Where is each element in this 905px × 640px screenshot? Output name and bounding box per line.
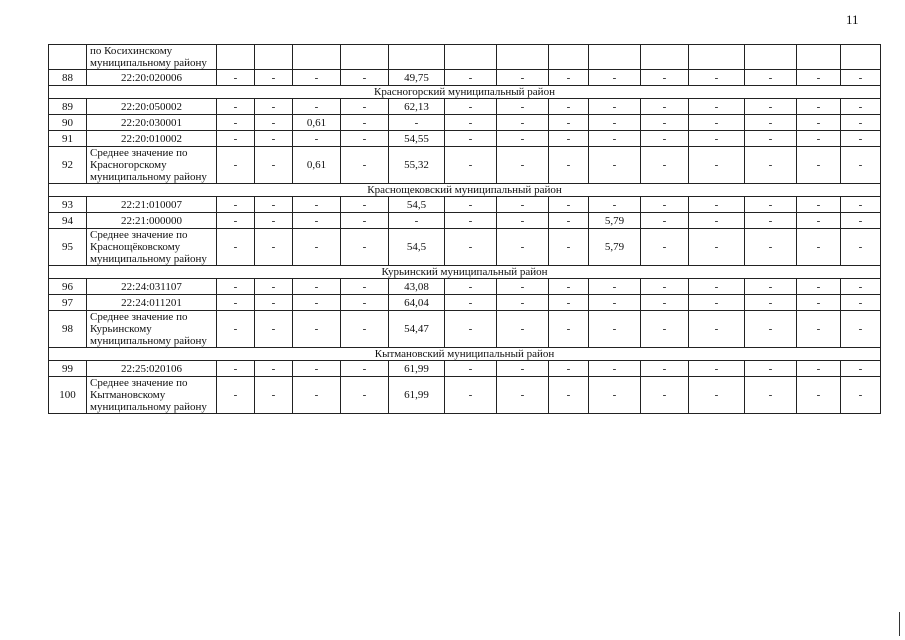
- value-cell: -: [689, 115, 745, 131]
- value-cell: -: [797, 99, 841, 115]
- value-cell: -: [445, 311, 497, 348]
- value-cell: -: [255, 279, 293, 295]
- row-number: 91: [49, 131, 87, 147]
- value-cell: -: [341, 295, 389, 311]
- value-cell: [745, 45, 797, 70]
- value-cell: -: [255, 70, 293, 86]
- value-cell: -: [589, 279, 641, 295]
- value-cell: -: [549, 377, 589, 414]
- value-cell: -: [497, 361, 549, 377]
- value-cell: -: [745, 229, 797, 266]
- value-cell: -: [797, 147, 841, 184]
- value-cell: -: [841, 295, 881, 311]
- value-cell: -: [217, 213, 255, 229]
- value-cell: -: [797, 197, 841, 213]
- table-row: [49, 279, 881, 295]
- value-cell: -: [841, 279, 881, 295]
- value-cell: -: [641, 361, 689, 377]
- value-cell: -: [255, 361, 293, 377]
- row-number: 98: [49, 311, 87, 348]
- value-cell: -: [445, 147, 497, 184]
- value-cell: -: [689, 229, 745, 266]
- value-cell: -: [797, 229, 841, 266]
- value-cell: -: [293, 70, 341, 86]
- value-cell: [217, 45, 255, 70]
- value-cell: -: [389, 115, 445, 131]
- value-cell: -: [445, 361, 497, 377]
- value-cell: -: [341, 99, 389, 115]
- value-cell: -: [293, 295, 341, 311]
- value-cell: -: [689, 131, 745, 147]
- value-cell: -: [497, 197, 549, 213]
- row-name: Среднее значение по Краснощёковскому муниципальному району: [87, 229, 217, 266]
- value-cell: -: [689, 197, 745, 213]
- value-cell: -: [689, 147, 745, 184]
- value-cell: -: [217, 311, 255, 348]
- table-row: [49, 295, 881, 311]
- value-cell: -: [497, 99, 549, 115]
- value-cell: -: [549, 361, 589, 377]
- value-cell: 62,13: [389, 99, 445, 115]
- value-cell: -: [797, 115, 841, 131]
- value-cell: -: [497, 115, 549, 131]
- row-number: 99: [49, 361, 87, 377]
- value-cell: -: [641, 295, 689, 311]
- value-cell: -: [549, 115, 589, 131]
- value-cell: [797, 45, 841, 70]
- table-row: [49, 197, 881, 213]
- value-cell: -: [341, 229, 389, 266]
- value-cell: -: [497, 311, 549, 348]
- value-cell: 54,47: [389, 311, 445, 348]
- value-cell: -: [217, 295, 255, 311]
- value-cell: -: [841, 377, 881, 414]
- table-row: [49, 311, 881, 348]
- value-cell: -: [341, 147, 389, 184]
- value-cell: -: [797, 213, 841, 229]
- value-cell: 54,55: [389, 131, 445, 147]
- value-cell: -: [589, 147, 641, 184]
- value-cell: -: [255, 295, 293, 311]
- value-cell: 61,99: [389, 361, 445, 377]
- value-cell: 0,61: [293, 115, 341, 131]
- value-cell: -: [217, 131, 255, 147]
- value-cell: -: [797, 295, 841, 311]
- value-cell: -: [445, 70, 497, 86]
- value-cell: -: [689, 377, 745, 414]
- value-cell: -: [589, 361, 641, 377]
- value-cell: -: [641, 70, 689, 86]
- value-cell: -: [549, 197, 589, 213]
- value-cell: -: [217, 229, 255, 266]
- value-cell: 5,79: [589, 213, 641, 229]
- value-cell: -: [745, 213, 797, 229]
- value-cell: -: [255, 197, 293, 213]
- value-cell: -: [293, 197, 341, 213]
- table-row: [49, 377, 881, 414]
- value-cell: -: [341, 197, 389, 213]
- value-cell: -: [549, 70, 589, 86]
- value-cell: -: [689, 70, 745, 86]
- value-cell: -: [689, 311, 745, 348]
- value-cell: -: [841, 147, 881, 184]
- value-cell: 43,08: [389, 279, 445, 295]
- value-cell: 55,32: [389, 147, 445, 184]
- value-cell: -: [217, 147, 255, 184]
- value-cell: -: [641, 115, 689, 131]
- value-cell: -: [689, 99, 745, 115]
- value-cell: -: [217, 197, 255, 213]
- row-name: 22:25:020106: [87, 361, 217, 377]
- page-number: 11: [846, 12, 859, 27]
- row-number: 93: [49, 197, 87, 213]
- value-cell: 54,5: [389, 197, 445, 213]
- section-title: Красногорский муниципальный район: [49, 86, 881, 99]
- value-cell: -: [255, 311, 293, 348]
- table-row: [49, 131, 881, 147]
- value-cell: -: [745, 147, 797, 184]
- value-cell: -: [293, 229, 341, 266]
- value-cell: -: [341, 70, 389, 86]
- value-cell: -: [341, 311, 389, 348]
- value-cell: -: [841, 361, 881, 377]
- row-number: 89: [49, 99, 87, 115]
- value-cell: -: [745, 279, 797, 295]
- table-row: [49, 70, 881, 86]
- value-cell: -: [745, 99, 797, 115]
- value-cell: -: [445, 213, 497, 229]
- value-cell: -: [745, 295, 797, 311]
- value-cell: -: [641, 377, 689, 414]
- row-name: 22:24:031107: [87, 279, 217, 295]
- value-cell: -: [589, 99, 641, 115]
- value-cell: -: [689, 279, 745, 295]
- value-cell: [389, 45, 445, 70]
- value-cell: -: [589, 377, 641, 414]
- value-cell: -: [497, 213, 549, 229]
- value-cell: -: [445, 229, 497, 266]
- value-cell: -: [641, 147, 689, 184]
- value-cell: -: [217, 115, 255, 131]
- value-cell: -: [293, 279, 341, 295]
- value-cell: -: [293, 99, 341, 115]
- value-cell: -: [445, 115, 497, 131]
- value-cell: -: [549, 131, 589, 147]
- row-name: 22:20:010002: [87, 131, 217, 147]
- table-body: [49, 45, 881, 414]
- value-cell: -: [293, 131, 341, 147]
- value-cell: [341, 45, 389, 70]
- row-number: 100: [49, 377, 87, 414]
- value-cell: -: [745, 115, 797, 131]
- value-cell: -: [549, 99, 589, 115]
- value-cell: -: [641, 99, 689, 115]
- value-cell: -: [445, 197, 497, 213]
- value-cell: -: [445, 279, 497, 295]
- value-cell: -: [549, 229, 589, 266]
- value-cell: [549, 45, 589, 70]
- value-cell: -: [217, 99, 255, 115]
- value-cell: -: [745, 311, 797, 348]
- value-cell: -: [841, 311, 881, 348]
- value-cell: -: [689, 295, 745, 311]
- value-cell: -: [745, 361, 797, 377]
- value-cell: -: [589, 70, 641, 86]
- value-cell: -: [797, 311, 841, 348]
- value-cell: -: [641, 213, 689, 229]
- value-cell: -: [841, 115, 881, 131]
- row-name: 22:20:030001: [87, 115, 217, 131]
- value-cell: -: [549, 213, 589, 229]
- value-cell: -: [797, 377, 841, 414]
- row-name: Среднее значение по Курьинскому муниципальному району: [87, 311, 217, 348]
- value-cell: [293, 45, 341, 70]
- value-cell: -: [341, 361, 389, 377]
- value-cell: -: [497, 377, 549, 414]
- row-number: 95: [49, 229, 87, 266]
- value-cell: -: [689, 213, 745, 229]
- value-cell: -: [341, 131, 389, 147]
- row-name: Среднее значение по Красногорскому муниципальному району: [87, 147, 217, 184]
- value-cell: -: [389, 213, 445, 229]
- value-cell: -: [745, 197, 797, 213]
- row-name: 22:20:020006: [87, 70, 217, 86]
- row-number: 90: [49, 115, 87, 131]
- row-name: 22:21:010007: [87, 197, 217, 213]
- value-cell: -: [841, 229, 881, 266]
- value-cell: -: [549, 295, 589, 311]
- section-header-row: [49, 184, 881, 197]
- value-cell: -: [445, 377, 497, 414]
- value-cell: 49,75: [389, 70, 445, 86]
- edge-mark: [899, 612, 900, 636]
- row-name: Среднее значение по Кытмановскому муниципальному району: [87, 377, 217, 414]
- value-cell: [841, 45, 881, 70]
- section-header-row: [49, 266, 881, 279]
- row-number: 94: [49, 213, 87, 229]
- value-cell: -: [589, 197, 641, 213]
- value-cell: -: [497, 229, 549, 266]
- value-cell: [641, 45, 689, 70]
- value-cell: -: [255, 229, 293, 266]
- table-row: [49, 147, 881, 184]
- value-cell: -: [255, 115, 293, 131]
- row-name: по Косихинскому муниципальному району: [87, 45, 217, 70]
- value-cell: [445, 45, 497, 70]
- row-number: 96: [49, 279, 87, 295]
- value-cell: -: [549, 147, 589, 184]
- value-cell: -: [745, 131, 797, 147]
- value-cell: -: [589, 295, 641, 311]
- value-cell: -: [341, 213, 389, 229]
- section-title: Курьинский муниципальный район: [49, 266, 881, 279]
- row-name: 22:21:000000: [87, 213, 217, 229]
- table-row: [49, 99, 881, 115]
- value-cell: -: [341, 377, 389, 414]
- row-number: 88: [49, 70, 87, 86]
- table-row: [49, 213, 881, 229]
- row-name: 22:24:011201: [87, 295, 217, 311]
- value-cell: -: [445, 131, 497, 147]
- row-number: 92: [49, 147, 87, 184]
- value-cell: -: [641, 279, 689, 295]
- section-header-row: [49, 348, 881, 361]
- value-cell: -: [293, 377, 341, 414]
- value-cell: -: [841, 99, 881, 115]
- value-cell: -: [341, 115, 389, 131]
- value-cell: -: [797, 279, 841, 295]
- data-table: [48, 44, 881, 414]
- value-cell: -: [589, 131, 641, 147]
- value-cell: -: [641, 197, 689, 213]
- row-number: [49, 45, 87, 70]
- value-cell: -: [255, 213, 293, 229]
- table-row: [49, 45, 881, 70]
- value-cell: -: [293, 361, 341, 377]
- value-cell: -: [217, 361, 255, 377]
- value-cell: -: [341, 279, 389, 295]
- table-row: [49, 361, 881, 377]
- value-cell: -: [641, 229, 689, 266]
- value-cell: [689, 45, 745, 70]
- value-cell: -: [497, 295, 549, 311]
- value-cell: -: [797, 70, 841, 86]
- value-cell: -: [589, 115, 641, 131]
- value-cell: -: [549, 279, 589, 295]
- value-cell: [589, 45, 641, 70]
- value-cell: -: [689, 361, 745, 377]
- value-cell: -: [293, 213, 341, 229]
- section-title: Краснощековский муниципальный район: [49, 184, 881, 197]
- value-cell: 54,5: [389, 229, 445, 266]
- value-cell: -: [745, 70, 797, 86]
- value-cell: -: [497, 147, 549, 184]
- value-cell: 0,61: [293, 147, 341, 184]
- value-cell: -: [293, 311, 341, 348]
- value-cell: -: [797, 131, 841, 147]
- value-cell: 61,99: [389, 377, 445, 414]
- value-cell: 5,79: [589, 229, 641, 266]
- value-cell: -: [841, 131, 881, 147]
- value-cell: -: [549, 311, 589, 348]
- table-row: [49, 229, 881, 266]
- value-cell: -: [445, 99, 497, 115]
- row-name: 22:20:050002: [87, 99, 217, 115]
- section-title: Кытмановский муниципальный район: [49, 348, 881, 361]
- value-cell: -: [255, 131, 293, 147]
- value-cell: -: [745, 377, 797, 414]
- value-cell: -: [255, 99, 293, 115]
- value-cell: -: [589, 311, 641, 348]
- value-cell: -: [497, 131, 549, 147]
- value-cell: -: [841, 197, 881, 213]
- value-cell: 64,04: [389, 295, 445, 311]
- value-cell: -: [217, 70, 255, 86]
- section-header-row: [49, 86, 881, 99]
- value-cell: -: [841, 213, 881, 229]
- value-cell: -: [217, 377, 255, 414]
- value-cell: -: [255, 147, 293, 184]
- value-cell: -: [217, 279, 255, 295]
- value-cell: -: [255, 377, 293, 414]
- value-cell: [255, 45, 293, 70]
- table-row: [49, 115, 881, 131]
- value-cell: -: [497, 70, 549, 86]
- value-cell: [497, 45, 549, 70]
- value-cell: -: [641, 131, 689, 147]
- value-cell: -: [641, 311, 689, 348]
- row-number: 97: [49, 295, 87, 311]
- value-cell: -: [797, 361, 841, 377]
- value-cell: -: [497, 279, 549, 295]
- value-cell: -: [445, 295, 497, 311]
- value-cell: -: [841, 70, 881, 86]
